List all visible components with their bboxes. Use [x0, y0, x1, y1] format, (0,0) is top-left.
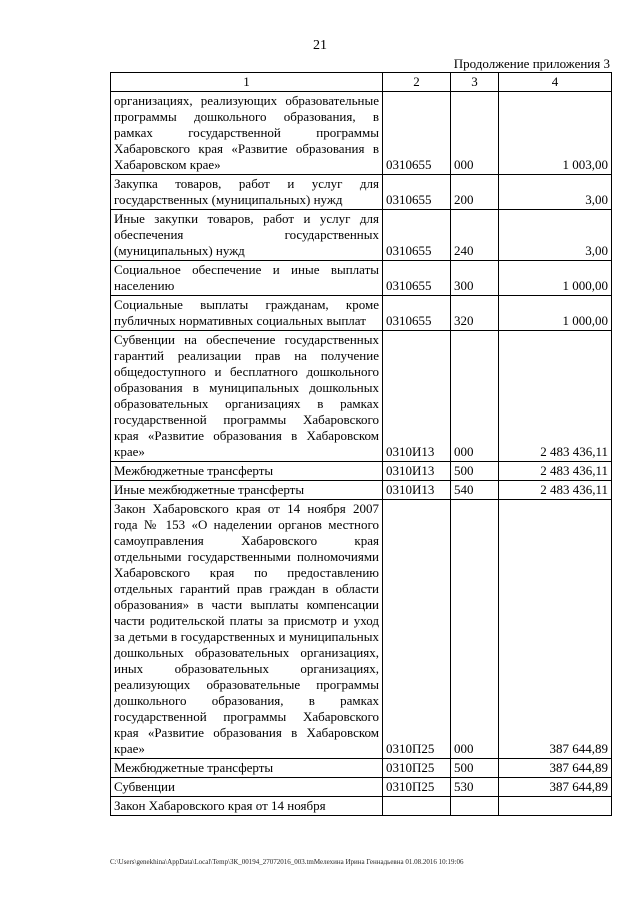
- header-col-1: 1: [111, 73, 383, 92]
- row-type-cell: 300: [451, 261, 499, 296]
- row-amount-cell: 1 000,00: [499, 261, 612, 296]
- row-name-cell: Закон Хабаровского края от 14 ноября: [111, 797, 383, 816]
- row-type-cell: [451, 797, 499, 816]
- row-type-cell: 000: [451, 92, 499, 175]
- table-row: [111, 92, 612, 175]
- row-amount-cell: 387 644,89: [499, 778, 612, 797]
- row-amount-cell: 3,00: [499, 210, 612, 261]
- row-type-cell: 540: [451, 481, 499, 500]
- row-amount-cell: 1 003,00: [499, 92, 612, 175]
- row-code-cell: 0310И13: [383, 331, 451, 462]
- table-row: [111, 296, 612, 331]
- row-name-cell: Иные закупки товаров, работ и услуг для обеспечения государственных (муниципальных) нужд: [111, 210, 383, 261]
- row-type-cell: 000: [451, 331, 499, 462]
- table-header-row: [111, 73, 612, 92]
- row-code-cell: 0310И13: [383, 462, 451, 481]
- row-code-cell: 0310655: [383, 210, 451, 261]
- budget-table: [110, 72, 612, 816]
- row-code-cell: [383, 797, 451, 816]
- row-code-cell: 0310655: [383, 261, 451, 296]
- table-row: [111, 500, 612, 759]
- header-col-3: 3: [451, 73, 499, 92]
- row-amount-cell: 2 483 436,11: [499, 331, 612, 462]
- footer-file-path: C:\Users\genekhina\AppData\Local\Temp\ЗК_00194_27072016_003.tmМелехина Ирина Геннадьевна 01.08.2016 10:19:06: [110, 858, 464, 866]
- table-row: [111, 481, 612, 500]
- table-row: [111, 175, 612, 210]
- row-type-cell: 240: [451, 210, 499, 261]
- row-name-cell: Субвенции на обеспечение государственных гарантий реализации прав на получение общедоступного и бесплатного дошкольного образования в муниципальных дошкольных образовательных организациях в рамках государственной программы Хабаровского края «Развитие образования в Хабаровском крае»: [111, 331, 383, 462]
- row-amount-cell: 387 644,89: [499, 500, 612, 759]
- row-name-cell: Межбюджетные трансферты: [111, 462, 383, 481]
- row-type-cell: 320: [451, 296, 499, 331]
- row-type-cell: 530: [451, 778, 499, 797]
- row-amount-cell: 1 000,00: [499, 296, 612, 331]
- row-type-cell: 000: [451, 500, 499, 759]
- table-row: [111, 261, 612, 296]
- row-name-cell: организациях, реализующих образовательные программы дошкольного образования, в рамках государственной программы Хабаровского края «Развитие образования в Хабаровском крае»: [111, 92, 383, 175]
- row-name-cell: Закон Хабаровского края от 14 ноября 2007 года № 153 «О наделении органов местного самоуправления Хабаровского края отдельными государственными полномочиями Хабаровского края по предоставлению отдельных гарантий прав граждан в области образования» в части выплаты компенсации части родительской платы за присмотр и уход за детьми в государственных и муниципальных дошкольных образовательных организациях, иных образовательных организациях, реализующих образовательные программы дошкольного образования, в рамках государственной программы Хабаровского края «Развитие образования в Хабаровском крае»: [111, 500, 383, 759]
- row-code-cell: 0310655: [383, 175, 451, 210]
- row-amount-cell: 2 483 436,11: [499, 462, 612, 481]
- table-row: [111, 759, 612, 778]
- header-col-2: 2: [383, 73, 451, 92]
- table-row: [111, 778, 612, 797]
- row-type-cell: 500: [451, 759, 499, 778]
- row-code-cell: 0310П25: [383, 500, 451, 759]
- row-name-cell: Иные межбюджетные трансферты: [111, 481, 383, 500]
- continuation-label: Продолжение приложения 3: [453, 56, 610, 71]
- row-name-cell: Социальное обеспечение и иные выплаты населению: [111, 261, 383, 296]
- header-col-4: 4: [499, 73, 612, 92]
- row-name-cell: Закупка товаров, работ и услуг для государственных (муниципальных) нужд: [111, 175, 383, 210]
- row-amount-cell: 387 644,89: [499, 759, 612, 778]
- table-body: [111, 92, 612, 816]
- row-code-cell: 0310И13: [383, 481, 451, 500]
- table-row: [111, 797, 612, 816]
- row-name-cell: Социальные выплаты гражданам, кроме публичных нормативных социальных выплат: [111, 296, 383, 331]
- page-number: 21: [313, 38, 327, 53]
- row-code-cell: 0310655: [383, 296, 451, 331]
- row-amount-cell: 2 483 436,11: [499, 481, 612, 500]
- table-row: [111, 462, 612, 481]
- row-code-cell: 0310655: [383, 92, 451, 175]
- row-code-cell: 0310П25: [383, 759, 451, 778]
- table-row: [111, 331, 612, 462]
- row-code-cell: 0310П25: [383, 778, 451, 797]
- row-type-cell: 500: [451, 462, 499, 481]
- row-type-cell: 200: [451, 175, 499, 210]
- table-row: [111, 210, 612, 261]
- row-amount-cell: [499, 797, 612, 816]
- row-amount-cell: 3,00: [499, 175, 612, 210]
- row-name-cell: Субвенции: [111, 778, 383, 797]
- row-name-cell: Межбюджетные трансферты: [111, 759, 383, 778]
